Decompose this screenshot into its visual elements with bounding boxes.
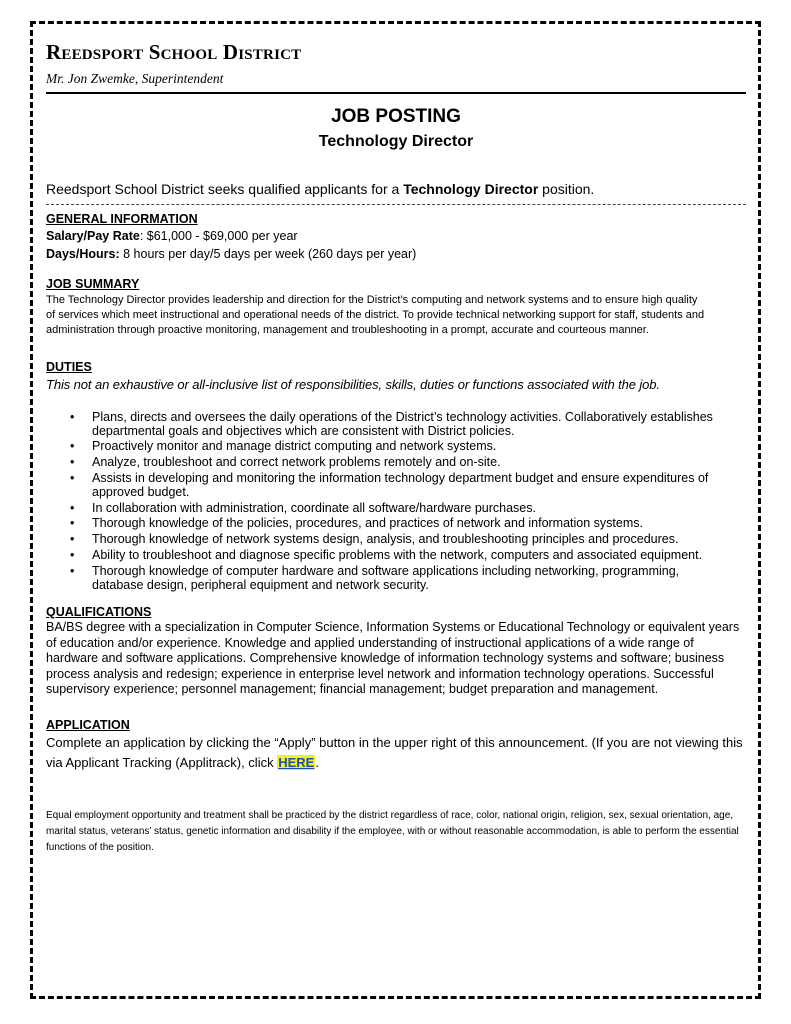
application-suffix: . xyxy=(315,754,319,770)
dashed-divider xyxy=(46,204,746,205)
job-summary-heading: JOB SUMMARY xyxy=(46,277,140,291)
position-title: Technology Director xyxy=(318,133,474,150)
title-block xyxy=(46,105,746,153)
qualifications-text: BA/BS degree with a specialization in Computer Science, Information Systems or Educational Technology or equivalent years of education and/or experience. Knowledge and applied understanding of instructional applications of a wide range of hardware and software applications. Comprehensive knowledge of information technology systems and software; business process analysis and redesign; experience in enterprise level network and information technology operations. Successful supervisory experience; personnel management; financial management; budget preparation and management. xyxy=(46,620,740,697)
job-posting-document xyxy=(46,40,746,856)
list-item xyxy=(70,472,730,499)
hours-label: Days/Hours: xyxy=(46,247,120,261)
superintendent-name: Mr. Jon Zwemke, Superintendent xyxy=(46,71,224,86)
job-summary-text: The Technology Director provides leadership and direction for the District’s computing and network systems and to ensure high quality of services which meet instructional and operational needs of the district. To provide technical networking support for staff, students and administration through proactive monitoring, management and troubleshooting in a prompt, accurate and courteous manner. xyxy=(46,294,705,336)
bullet-icon: • xyxy=(70,532,75,547)
duty-text: Thorough knowledge of computer hardware and software applications including networking, programming, database design, peripheral equipment and network security. xyxy=(92,564,680,592)
duty-text: Analyze, troubleshoot and correct network problems remotely and on-site. xyxy=(92,455,501,470)
application-heading: APPLICATION xyxy=(46,717,130,732)
qualifications-heading: QUALIFICATIONS xyxy=(46,605,152,620)
hours-line xyxy=(46,245,746,263)
duty-text: Thorough knowledge of the policies, procedures, and practices of network and information systems. xyxy=(92,516,643,531)
list-item xyxy=(70,533,730,547)
duties-list xyxy=(70,411,730,592)
duty-text: Plans, directs and oversees the daily operations of the District’s technology activities. Collaboratively establishes departmental goals and objectives which are consistent with District policies. xyxy=(92,410,713,438)
salary-line xyxy=(46,227,746,245)
bullet-icon: • xyxy=(70,410,75,424)
bullet-icon: • xyxy=(70,500,75,515)
intro-suffix: position. xyxy=(538,181,595,197)
header-divider xyxy=(46,92,746,94)
bullet-icon: • xyxy=(70,564,75,579)
list-item xyxy=(70,502,730,516)
list-item xyxy=(70,549,730,563)
salary-value: : $61,000 - $69,000 per year xyxy=(139,229,298,243)
duty-text: Ability to troubleshoot and diagnose specific problems with the network, computers and associated equipment. xyxy=(92,548,703,563)
posting-title: JOB POSTING xyxy=(331,106,461,127)
intro-sentence xyxy=(46,180,746,198)
here-link[interactable]: HERE xyxy=(278,754,315,770)
bullet-icon: • xyxy=(70,471,75,486)
duties-heading: DUTIES xyxy=(46,360,92,374)
duties-note: This not an exhaustive or all-inclusive list of responsibilities, skills, duties or functions associated with the job. xyxy=(46,377,660,392)
bullet-icon: • xyxy=(70,516,75,531)
list-item xyxy=(70,517,730,531)
application-text xyxy=(46,733,746,773)
salary-label: Salary/Pay Rate xyxy=(46,229,140,243)
intro-position: Technology Director xyxy=(403,181,539,197)
duty-text: Proactively monitor and manage district computing and network systems. xyxy=(92,439,497,454)
intro-prefix: Reedsport School District seeks qualified applicants for a xyxy=(46,181,404,197)
application-instructions: Complete an application by clicking the “Apply” button in the upper right of this announcement. (If you are not viewing this via Applicant Tracking (Applitrack), click xyxy=(46,734,743,770)
bullet-icon: • xyxy=(70,439,75,454)
bullet-icon: • xyxy=(70,548,75,563)
duty-text: Assists in developing and monitoring the information technology department budget and ensure expenditures of approved budget. xyxy=(92,471,709,499)
hours-value: 8 hours per day/5 days per week (260 days per year) xyxy=(119,247,417,261)
district-name: Reedsport School District xyxy=(46,40,302,64)
duty-text: Thorough knowledge of network systems design, analysis, and troubleshooting principles and procedures. xyxy=(92,532,679,547)
bullet-icon: • xyxy=(70,455,75,470)
general-information-heading: GENERAL INFORMATION xyxy=(46,212,198,226)
list-item xyxy=(70,411,730,438)
list-item xyxy=(70,456,730,470)
list-item xyxy=(70,440,730,454)
eeo-statement: Equal employment opportunity and treatment shall be practiced by the district regardless of race, color, national origin, religion, sex, sexual orientation, age, marital status, veterans’ status, genetic information and disability if the employee, with or without reasonable accommodation, is able to perform the essential functions of the position. xyxy=(46,809,739,853)
list-item xyxy=(70,565,730,592)
duty-text: In collaboration with administration, coordinate all software/hardware purchases. xyxy=(92,500,536,515)
